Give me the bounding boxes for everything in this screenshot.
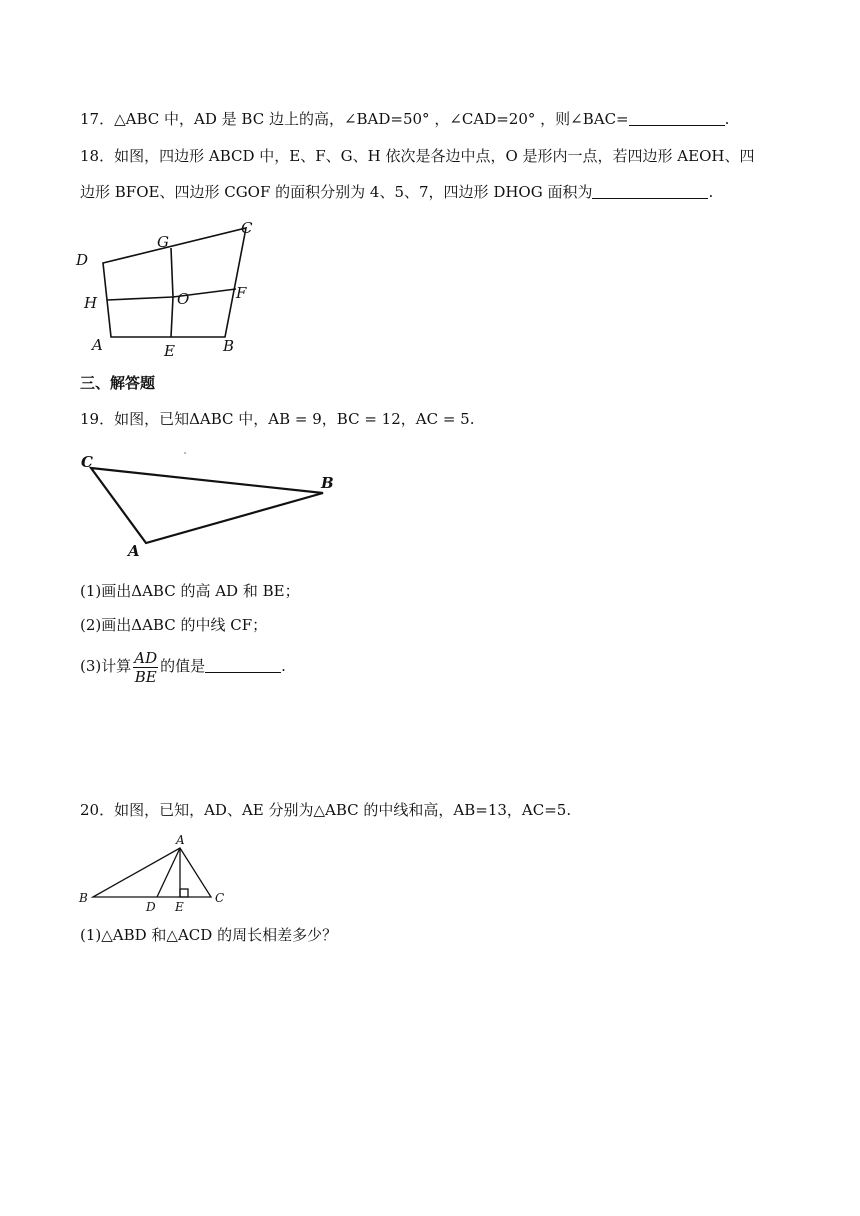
question-20-stem: 20．如图，已知，AD、AE 分别为△ABC 的中线和高，AB=13，AC=5. xyxy=(80,801,572,819)
label-c: C xyxy=(81,453,93,471)
label-b: B xyxy=(223,337,235,355)
triangle-outline xyxy=(93,848,211,897)
question-19-stem: 19．如图，已知ΔABC 中，AB = 9，BC = 12，AC = 5. xyxy=(80,410,475,428)
question-20-part-1: (1)△ABD 和△ACD 的周长相差多少？ xyxy=(80,926,338,944)
quadrilateral-outline xyxy=(103,228,246,337)
figure-triangle-median-altitude xyxy=(76,832,246,912)
label-c: C xyxy=(215,891,225,905)
question-17-text: 17．△ABC 中，AD 是 BC 边上的高，∠BAD=50° ，∠CAD=20° ，则∠BAC= xyxy=(80,110,629,128)
section-heading: 三、解答题 xyxy=(80,374,156,392)
label-d: D xyxy=(146,900,156,914)
label-g: G xyxy=(157,233,169,251)
figure-quadrilateral-abcd xyxy=(70,215,270,365)
question-18-line-1 xyxy=(80,145,754,167)
label-a: A xyxy=(92,336,103,354)
question-19-part-1: (1)画出ΔABC 的高 AD 和 BE； xyxy=(80,582,300,600)
question-18-line-2: 边形 BFOE、四边形 CGOF 的面积分别为 4、5、7，四边形 DHOG 面积为 . xyxy=(80,183,714,201)
answer-blank-17[interactable] xyxy=(629,109,725,126)
segment-oe xyxy=(171,297,173,337)
answer-blank-18[interactable] xyxy=(592,182,708,199)
label-c: C xyxy=(241,219,253,237)
label-f: F xyxy=(236,284,247,302)
triangle-outline xyxy=(91,468,323,543)
label-b: B xyxy=(79,891,88,905)
label-e: E xyxy=(164,342,175,360)
label-d: D xyxy=(76,251,89,269)
answer-blank-19[interactable] xyxy=(205,656,281,673)
label-e: E xyxy=(175,900,184,914)
question-19-part-2: (2)画出ΔABC 的中线 CF； xyxy=(80,616,268,634)
label-o: O xyxy=(177,290,190,308)
label-h: H xyxy=(84,294,98,312)
question-18-text-2: 边形 BFOE、四边形 CGOF 的面积分别为 4、5、7，四边形 DHOG 面积为 xyxy=(80,183,593,201)
median-ad xyxy=(157,848,180,897)
label-a: A xyxy=(176,833,185,847)
segment-og xyxy=(171,248,173,297)
question-19-part-3: (3)计算 $\frac{AD}{BE}$ 的值是 . xyxy=(80,648,286,686)
label-a: A xyxy=(128,542,140,560)
label-b: B xyxy=(321,474,334,492)
segment-oh xyxy=(107,297,173,300)
figure-triangle-abc xyxy=(78,448,348,568)
question-17: 17．△ABC 中，AD 是 BC 边上的高，∠BAD=50° ，∠CAD=20° ，则∠BAC= . xyxy=(80,110,730,128)
fraction-ad-over-be: $\frac{AD}{BE}$ xyxy=(134,648,158,686)
question-18-text-1: 18．如图，四边形 ABCD 中，E、F、G、H 依次是各边中点，O 是形内一点，若四边形 AEOH、四 xyxy=(80,147,755,165)
right-angle-mark xyxy=(180,889,188,897)
